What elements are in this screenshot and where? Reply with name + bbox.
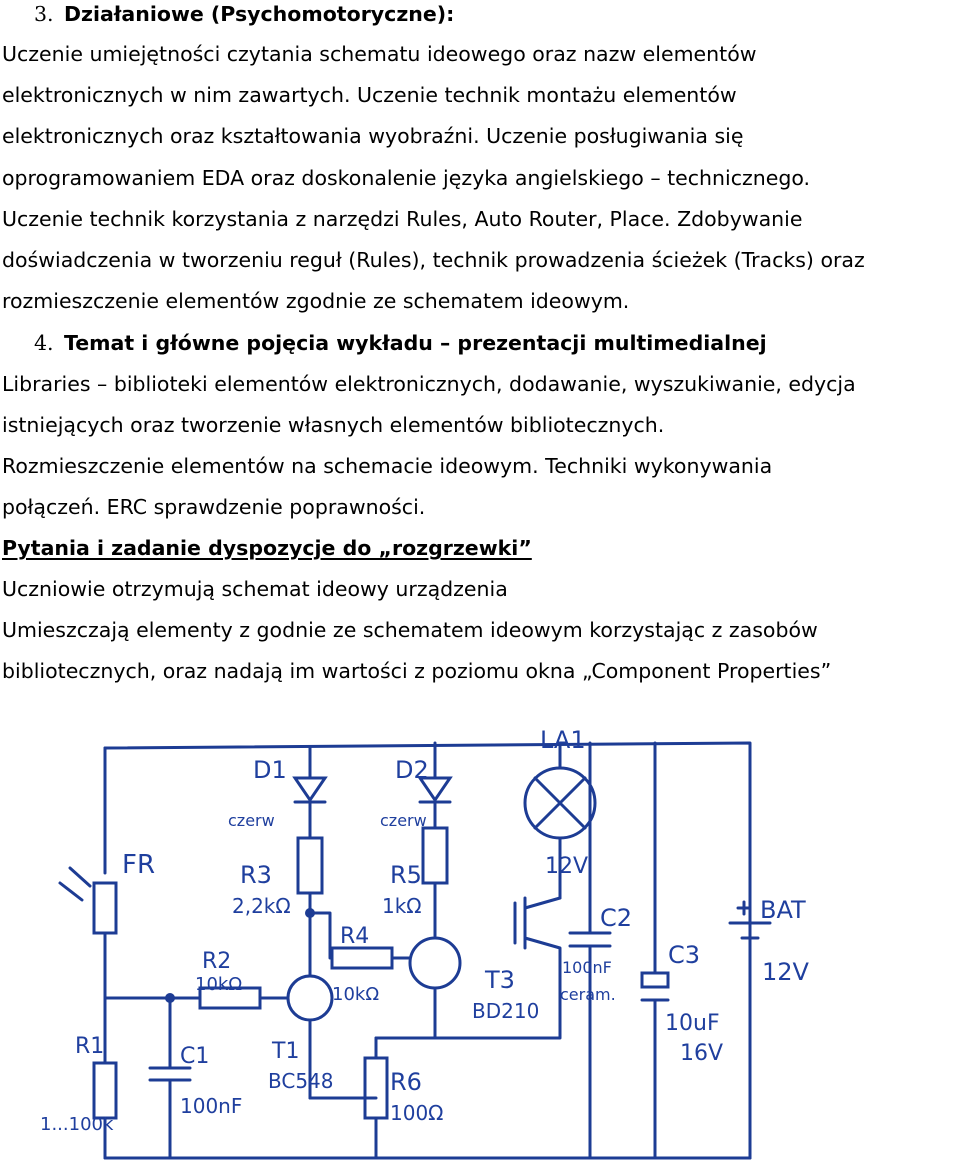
d1-value: czerw <box>228 811 275 830</box>
c2-capacitor <box>570 933 610 946</box>
section-3-line: oprogramowaniem EDA oraz doskonalenie języka angielskiego – technicznego. <box>2 166 811 190</box>
d1-label: D1 <box>253 756 287 784</box>
section-4-number: 4. <box>34 331 54 355</box>
fr-label: FR <box>122 850 156 880</box>
r5-resistor <box>423 828 447 883</box>
la1-label: LA1 <box>540 726 586 754</box>
r1-value: 1...100k <box>40 1114 114 1135</box>
fr-phototransistor <box>94 883 116 933</box>
t1-transistor <box>288 976 332 1020</box>
section-4-line: połączeń. ERC sprawdzenie poprawności. <box>2 495 426 519</box>
c3-capacitor <box>642 973 668 987</box>
schematic-drawing <box>10 708 960 1171</box>
schematic-sketch <box>10 708 960 1171</box>
section-3-line: Uczenie umiejętności czytania schematu ideowego oraz nazw elementów <box>2 42 757 66</box>
section-3-line: elektronicznych oraz kształtowania wyobraźni. Uczenie posługiwania się <box>2 124 744 148</box>
r1-label: R1 <box>75 1034 105 1059</box>
section-4-heading <box>2 323 767 363</box>
warmup-title: Pytania i zadanie dyspozycje do „rozgrzewki” <box>2 536 532 560</box>
t1-label: T1 <box>272 1039 300 1064</box>
r3-resistor <box>298 838 322 893</box>
section-3-number: 3. <box>34 2 54 26</box>
r4-label: R4 <box>340 924 370 949</box>
section-3-line: elektronicznych w nim zawartych. Uczenie technik montażu elementów <box>2 83 737 107</box>
r3-value: 2,2kΩ <box>232 894 291 918</box>
c3-value: 10uF <box>665 1011 720 1036</box>
r4-value: 10kΩ <box>332 984 380 1005</box>
c2-type: ceram. <box>560 985 616 1004</box>
c2-label: C2 <box>600 904 633 932</box>
c3-label: C3 <box>668 941 701 969</box>
section-4-line: Rozmieszczenie elementów na schemacie ideowym. Techniki wykonywania <box>2 454 773 478</box>
bat-label: BAT <box>760 896 806 924</box>
section-4-line: Libraries – biblioteki elementów elektronicznych, dodawanie, wyszukiwanie, edycja <box>2 372 856 396</box>
warmup-line: bibliotecznych, oraz nadają im wartości z poziomu okna „Component Properties” <box>2 659 832 683</box>
t1-value: BC548 <box>268 1069 334 1093</box>
section-3-heading <box>2 0 454 34</box>
c1-capacitor <box>150 1068 190 1080</box>
c1-value: 100nF <box>180 1094 243 1118</box>
r6-label: R6 <box>390 1068 422 1096</box>
r2-label: R2 <box>202 949 232 974</box>
warmup-line: Uczniowie otrzymują schemat ideowy urządzenia <box>2 577 508 601</box>
d2-label: D2 <box>395 756 429 784</box>
d2-value: czerw <box>380 811 427 830</box>
section-3-line: rozmieszczenie elementów zgodnie ze schematem ideowym. <box>2 289 630 313</box>
fr-light-arrows <box>60 868 90 900</box>
t2-transistor <box>410 938 460 988</box>
r6-value: 100Ω <box>390 1101 444 1125</box>
r6-resistor <box>365 1058 387 1118</box>
section-4-line: istniejących oraz tworzenie własnych elementów bibliotecznych. <box>2 413 665 437</box>
t3-label: T3 <box>485 966 515 994</box>
r2-value: 10kΩ <box>195 974 243 995</box>
r5-label: R5 <box>390 861 422 889</box>
warmup-line: Umieszczają elementy z godnie ze schematem ideowym korzystając z zasobów <box>2 618 818 642</box>
t3-value: BD210 <box>472 999 540 1023</box>
c2-value: 100nF <box>562 958 612 977</box>
section-3-line: Uczenie technik korzystania z narzędzi Rules, Auto Router, Place. Zdobywanie <box>2 207 803 231</box>
section-3-title: Działaniowe (Psychomotoryczne): <box>64 2 455 26</box>
section-4-title: Temat i główne pojęcia wykładu – prezentacji multimedialnej <box>64 331 767 355</box>
r5-value: 1kΩ <box>382 894 422 918</box>
c3-voltage: 16V <box>680 1041 724 1066</box>
d1-led <box>295 778 325 800</box>
bat-value: 12V <box>762 958 809 986</box>
r3-label: R3 <box>240 861 272 889</box>
r1-resistor <box>94 1063 116 1118</box>
c1-label: C1 <box>180 1044 210 1069</box>
la1-value: 12V <box>545 854 589 879</box>
r4-resistor <box>332 948 392 968</box>
section-3-line: doświadczenia w tworzeniu reguł (Rules), technik prowadzenia ścieżek (Tracks) oraz <box>2 248 865 272</box>
